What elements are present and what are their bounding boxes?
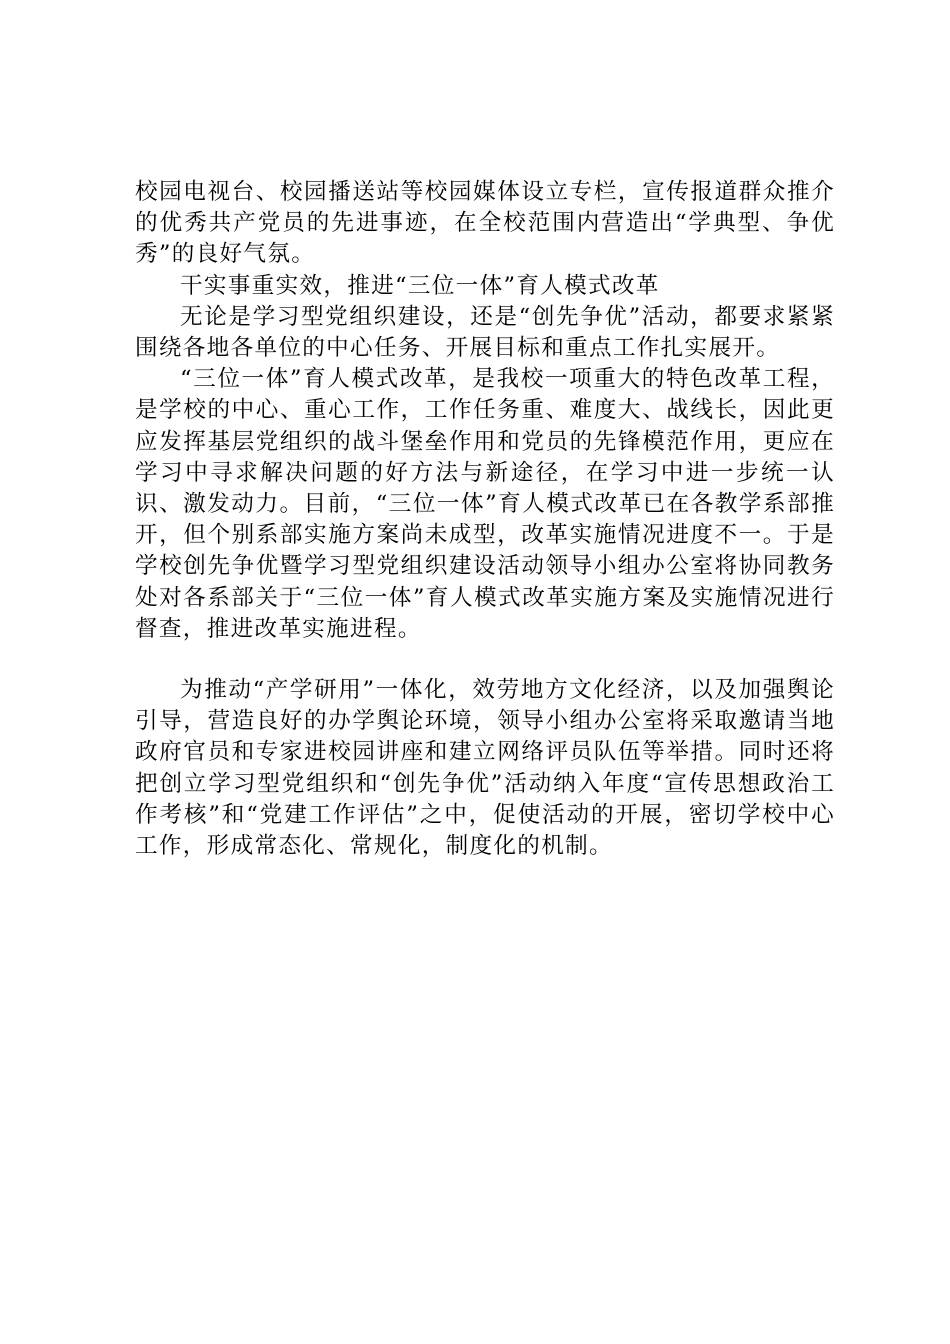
document-body	[135, 177, 835, 862]
paragraph-spacer	[135, 645, 835, 675]
paragraph: 为推动“产学研用”一体化，效劳地方文化经济，以及加强舆论引导，营造良好的办学舆论环境，领导小组办公室将采取邀请当地政府官员和专家进校园讲座和建立网络评员队伍等举措。同时还将把创立学习型党组织和“创先争优”活动纳入年度“宣传思想政治工作考核”和“党建工作评估”之中，促使活动的开展，密切学校中心工作，形成常态化、常规化，制度化的机制。	[135, 677, 835, 860]
paragraph-continuation: 校园电视台、校园播送站等校园媒体设立专栏，宣传报道群众推介的优秀共产党员的先进事迹，在全校范围内营造出“学典型、争优秀”的良好气氛。	[135, 179, 835, 268]
paragraph: 无论是学习型党组织建设，还是“创先争优”活动，都要求紧紧围绕各地各单位的中心任务、开展目标和重点工作扎实展开。	[135, 303, 835, 362]
paragraph: “三位一体”育人模式改革，是我校一项重大的特色改革工程，是学校的中心、重心工作，工作任务重、难度大、战线长，因此更应发挥基层党组织的战斗堡垒作用和党员的先锋模范作用，更应在学习中寻求解决问题的好方法与新途径，在学习中进一步统一认识、激发动力。目前，“三位一体”育人模式改革已在各教学系部推开，但个别系部实施方案尚未成型，改革实施情况进度不一。于是学校创先争优暨学习型党组织建设活动领导小组办公室将协同教务处对各系部关于“三位一体”育人模式改革实施方案及实施情况进行督查，推进改革实施进程。	[135, 366, 835, 642]
section-heading: 干实事重实效，推进“三位一体”育人模式改革	[180, 272, 660, 299]
